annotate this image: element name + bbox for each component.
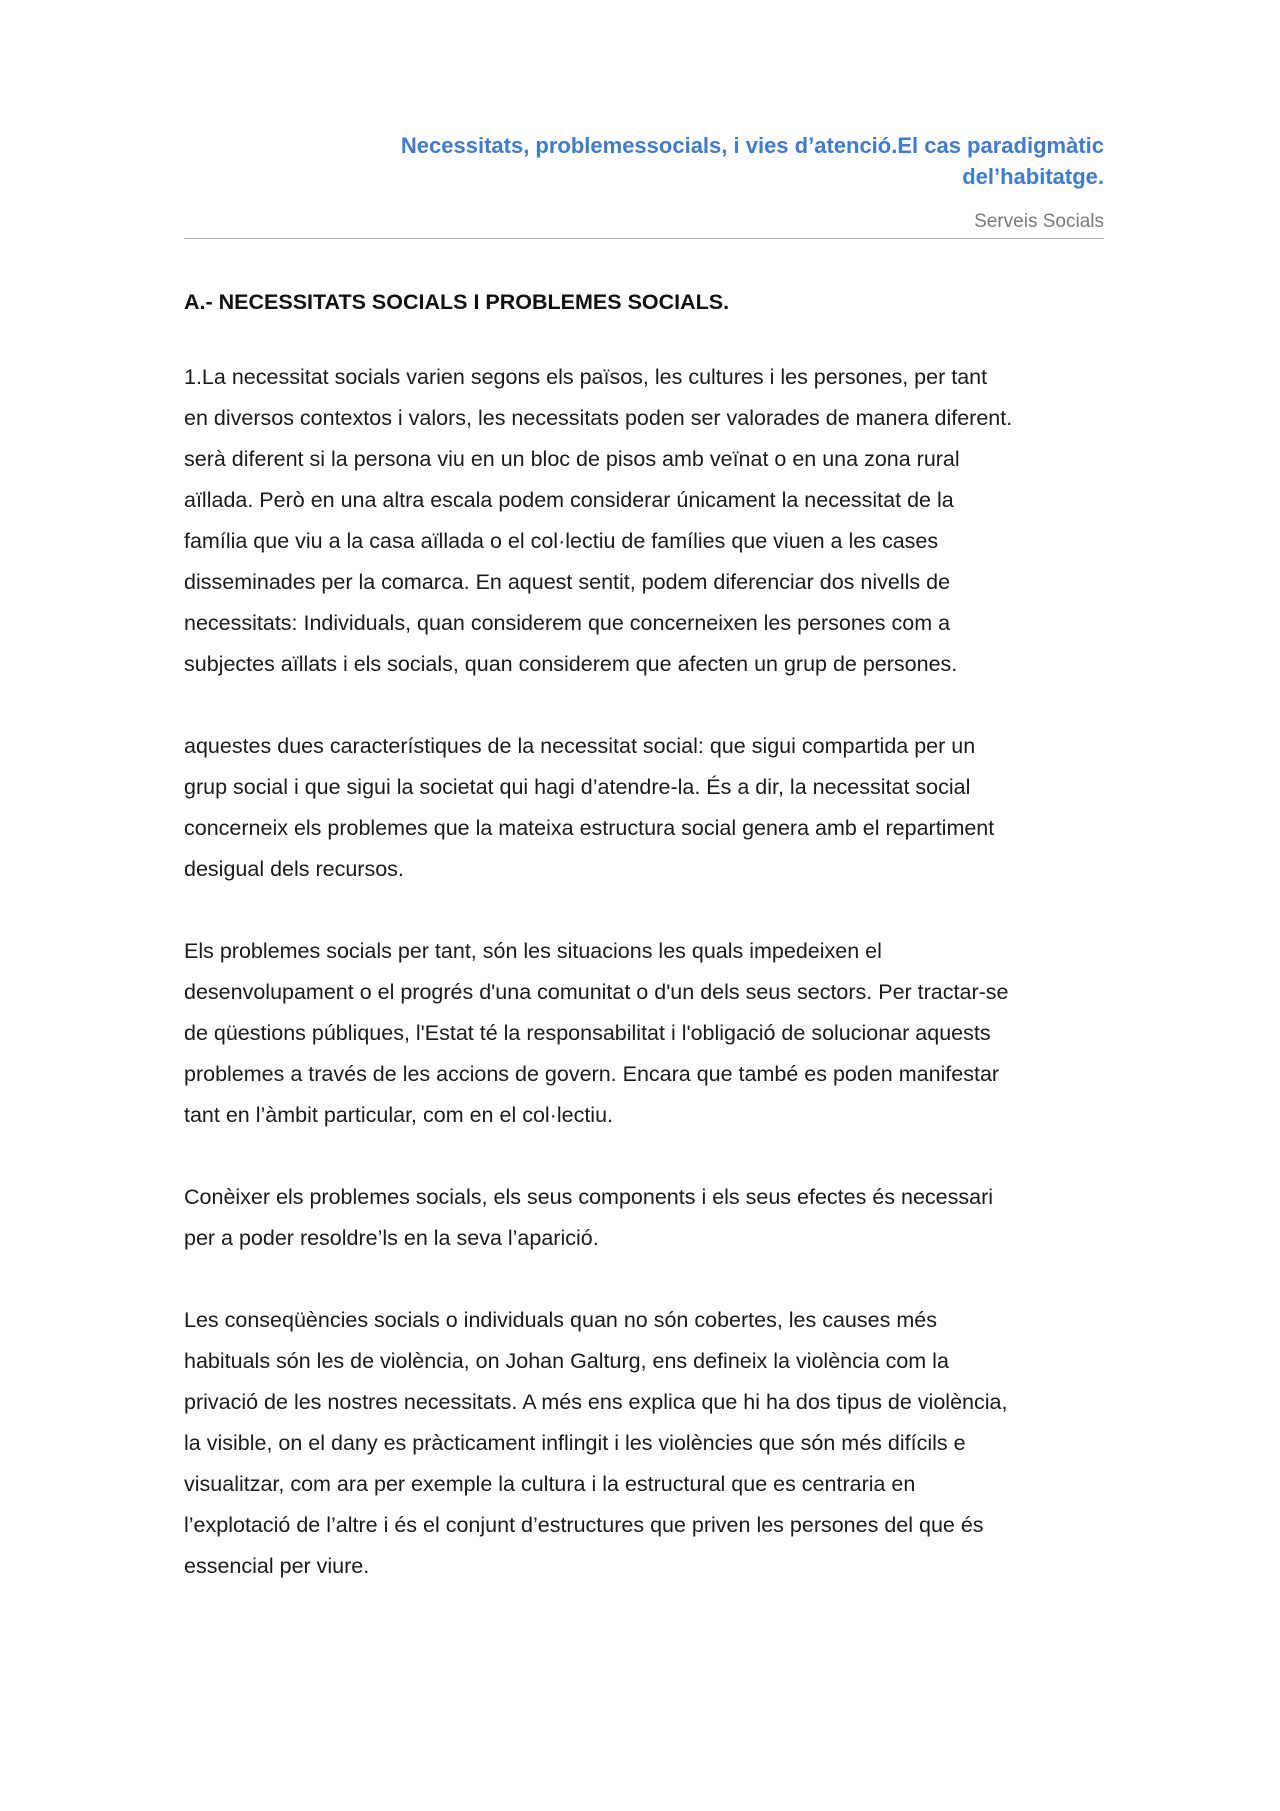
paragraph-line: Els problemes socials per tant, són les situacions les quals impedeixen el [184,939,882,963]
document-body [184,286,1104,1628]
paragraph-line: visualitzar, com ara per exemple la cultura i la estructural que es centraria en [184,1472,916,1496]
paragraph-line: subjectes aïllats i els socials, quan considerem que afecten un grup de persones. [184,652,958,676]
paragraph-line: de qüestions públiques, l'Estat té la responsabilitat i l'obligació de solucionar aquests [184,1021,991,1045]
paragraph-line: tant en l’àmbit particular, com en el col·lectiu. [184,1103,614,1127]
paragraph [184,726,1104,890]
document-title-line: del’habitatge. [962,164,1104,189]
paragraph [184,357,1104,685]
paragraph-line: per a poder resoldre’ls en la seva l’aparició. [184,1226,599,1250]
paragraph-line: necessitats: Individuals, quan considerem que concerneixen les persones com a [184,611,951,635]
page-header [184,130,1104,239]
paragraph-line: la visible, on el dany es pràcticament inflingit i les violències que són més difícils e [184,1431,966,1455]
paragraph-line: aïllada. Però en una altra escala podem considerar únicament la necessitat de la [184,488,954,512]
paragraph-line: grup social i que sigui la societat qui hagi d’atendre-la. És a dir, la necessitat social [184,775,971,799]
paragraph [184,1300,1104,1587]
paragraph-line: desenvolupament o el progrés d'una comunitat o d'un dels seus sectors. Per tractar-se [184,980,1009,1004]
document-title [184,130,1104,192]
paragraph-line: disseminades per la comarca. En aquest sentit, podem diferenciar dos nivells de [184,570,951,594]
section-heading: A.- NECESSITATS SOCIALS I PROBLEMES SOCIALS. [184,290,730,314]
document-subtitle: Serveis Socials [184,209,1104,239]
paragraph-line: Les conseqüències socials o individuals quan no són cobertes, les causes més [184,1308,937,1332]
paragraph-line: serà diferent si la persona viu en un bloc de pisos amb veïnat o en una zona rural [184,447,960,471]
paragraph-line: essencial per viure. [184,1554,370,1578]
paragraph [184,931,1104,1136]
paragraph [184,1177,1104,1259]
paragraph-line: problemes a través de les accions de govern. Encara que també es poden manifestar [184,1062,1000,1086]
paragraph-line: l’explotació de l’altre i és el conjunt d’estructures que priven les persones del que és [184,1513,984,1537]
paragraph-line: Conèixer els problemes socials, els seus components i els seus efectes és necessari [184,1185,994,1209]
paragraph-line: família que viu a la casa aïllada o el col·lectiu de famílies que viuen a les cases [184,529,939,553]
paragraph-line: en diversos contextos i valors, les necessitats poden ser valorades de manera diferent. [184,406,1013,430]
paragraph-line: habituals són les de violència, on Johan Galturg, ens defineix la violència com la [184,1349,949,1373]
paragraph-line: desigual dels recursos. [184,857,404,881]
paragraph-line: privació de les nostres necessitats. A més ens explica que hi ha dos tipus de violència, [184,1390,1008,1414]
paragraph-line: aquestes dues característiques de la necessitat social: que sigui compartida per un [184,734,976,758]
paragraph-line: 1.La necessitat socials varien segons els països, les cultures i les persones, per tant [184,365,988,389]
document-title-line: Necessitats, problemessocials, i vies d’atenció.El cas paradigmàtic [400,133,1104,158]
paragraph-line: concerneix els problemes que la mateixa estructura social genera amb el repartiment [184,816,995,840]
